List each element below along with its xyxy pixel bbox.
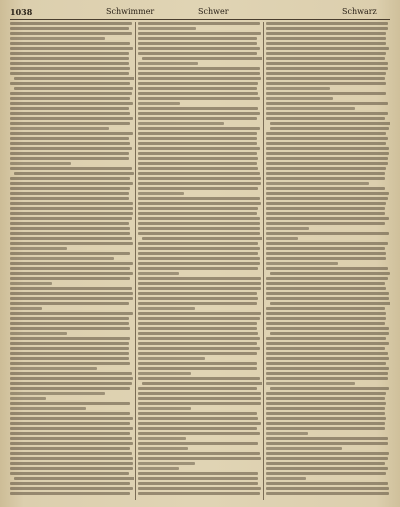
text-line bbox=[10, 402, 130, 405]
text-line bbox=[10, 272, 133, 275]
text-line bbox=[14, 477, 134, 480]
text-line bbox=[266, 417, 386, 420]
text-line bbox=[10, 437, 132, 440]
text-line bbox=[10, 217, 132, 220]
text-line bbox=[10, 117, 133, 120]
text-line bbox=[10, 382, 132, 385]
text-line bbox=[138, 247, 260, 250]
text-line bbox=[10, 427, 133, 430]
text-line bbox=[138, 87, 257, 90]
text-line bbox=[10, 377, 133, 380]
text-line bbox=[138, 302, 257, 305]
text-line bbox=[266, 62, 388, 65]
text-line bbox=[138, 282, 261, 285]
text-line bbox=[10, 247, 67, 250]
text-line bbox=[142, 382, 262, 385]
text-line bbox=[10, 152, 129, 155]
text-line bbox=[10, 52, 129, 55]
text-line bbox=[138, 447, 188, 450]
text-line bbox=[138, 387, 257, 390]
text-line bbox=[138, 82, 258, 85]
text-line bbox=[10, 147, 132, 150]
text-line bbox=[14, 172, 134, 175]
text-line bbox=[138, 97, 260, 100]
text-line bbox=[138, 337, 260, 340]
text-line bbox=[10, 57, 129, 60]
text-line bbox=[266, 57, 385, 60]
text-line bbox=[266, 452, 389, 455]
text-line bbox=[138, 22, 260, 25]
text-line bbox=[10, 227, 130, 230]
text-line bbox=[10, 242, 133, 245]
text-line bbox=[266, 377, 388, 380]
text-line bbox=[14, 87, 133, 90]
text-line bbox=[266, 182, 369, 185]
text-line bbox=[10, 407, 86, 410]
text-line bbox=[10, 262, 133, 265]
text-line bbox=[10, 482, 130, 485]
text-line bbox=[266, 317, 386, 320]
text-line bbox=[138, 367, 257, 370]
running-headword-center: Schwer bbox=[198, 7, 229, 16]
text-line bbox=[10, 417, 133, 420]
text-line bbox=[138, 327, 257, 330]
text-line bbox=[266, 162, 388, 165]
text-line bbox=[266, 117, 385, 120]
text-line bbox=[10, 92, 132, 95]
text-line bbox=[138, 257, 260, 260]
text-line bbox=[10, 362, 130, 365]
text-line bbox=[266, 67, 388, 70]
text-line bbox=[10, 472, 129, 475]
text-line bbox=[266, 32, 386, 35]
text-line bbox=[10, 162, 71, 165]
text-line bbox=[10, 487, 133, 490]
text-line bbox=[270, 122, 390, 125]
text-line bbox=[266, 257, 386, 260]
text-line bbox=[266, 202, 386, 205]
text-line bbox=[138, 32, 261, 35]
text-line bbox=[266, 357, 389, 360]
text-line bbox=[266, 207, 385, 210]
text-line bbox=[10, 82, 130, 85]
text-line bbox=[138, 252, 258, 255]
text-line bbox=[10, 302, 129, 305]
text-line bbox=[138, 297, 258, 300]
text-line bbox=[138, 407, 191, 410]
text-line bbox=[10, 422, 130, 425]
text-line bbox=[266, 177, 385, 180]
text-line bbox=[266, 72, 386, 75]
text-line bbox=[266, 92, 386, 95]
text-line bbox=[266, 147, 389, 150]
text-line bbox=[10, 467, 133, 470]
text-line bbox=[138, 277, 261, 280]
text-line bbox=[270, 332, 389, 335]
text-line bbox=[138, 437, 186, 440]
text-line bbox=[138, 267, 258, 270]
column-divider bbox=[263, 22, 264, 500]
text-column-3 bbox=[266, 22, 390, 500]
text-line bbox=[266, 472, 386, 475]
text-line bbox=[266, 212, 385, 215]
text-line bbox=[10, 132, 133, 135]
running-headword-left: Schwimmer bbox=[106, 7, 155, 16]
text-line bbox=[10, 97, 130, 100]
text-line bbox=[10, 352, 129, 355]
text-line bbox=[138, 137, 257, 140]
text-line bbox=[14, 77, 134, 80]
text-line bbox=[266, 47, 389, 50]
text-line bbox=[138, 202, 261, 205]
text-line bbox=[138, 182, 261, 185]
text-line bbox=[138, 272, 179, 275]
text-line bbox=[266, 97, 333, 100]
text-line bbox=[266, 232, 389, 235]
text-line bbox=[10, 317, 129, 320]
text-line bbox=[138, 457, 261, 460]
text-line bbox=[10, 72, 129, 75]
text-line bbox=[138, 362, 257, 365]
text-line bbox=[266, 322, 385, 325]
text-line bbox=[266, 442, 388, 445]
text-line bbox=[10, 197, 129, 200]
text-line bbox=[266, 422, 385, 425]
text-line bbox=[10, 282, 52, 285]
text-line bbox=[138, 192, 184, 195]
text-line bbox=[10, 107, 129, 110]
text-line bbox=[266, 337, 386, 340]
text-line bbox=[138, 147, 260, 150]
text-line bbox=[138, 117, 257, 120]
text-line bbox=[138, 477, 258, 480]
text-line bbox=[266, 112, 388, 115]
text-line bbox=[142, 237, 262, 240]
text-line bbox=[138, 392, 261, 395]
text-line bbox=[10, 182, 133, 185]
text-column-1 bbox=[10, 22, 134, 500]
text-line bbox=[10, 297, 133, 300]
text-line bbox=[10, 357, 129, 360]
text-line bbox=[266, 402, 386, 405]
text-line bbox=[10, 267, 130, 270]
page-number: 1038 bbox=[10, 7, 33, 17]
text-line bbox=[138, 317, 260, 320]
text-line bbox=[138, 452, 260, 455]
text-line bbox=[138, 427, 257, 430]
text-line bbox=[266, 432, 308, 435]
text-line bbox=[138, 142, 257, 145]
text-column-2 bbox=[138, 22, 262, 500]
text-line bbox=[10, 252, 130, 255]
text-line bbox=[270, 302, 390, 305]
text-line bbox=[266, 242, 388, 245]
text-line bbox=[138, 482, 258, 485]
text-line bbox=[138, 52, 257, 55]
text-line bbox=[266, 82, 386, 85]
text-line bbox=[266, 292, 389, 295]
text-line bbox=[138, 462, 195, 465]
text-line bbox=[266, 352, 388, 355]
text-line bbox=[10, 177, 130, 180]
text-line bbox=[266, 487, 389, 490]
text-line bbox=[138, 132, 257, 135]
text-line bbox=[138, 377, 260, 380]
text-line bbox=[10, 412, 130, 415]
text-line bbox=[266, 42, 386, 45]
text-line bbox=[266, 362, 386, 365]
text-line bbox=[138, 162, 257, 165]
text-line bbox=[10, 347, 129, 350]
text-line bbox=[10, 447, 130, 450]
text-line bbox=[266, 407, 385, 410]
text-line bbox=[138, 167, 258, 170]
text-line bbox=[266, 132, 386, 135]
text-line bbox=[10, 27, 129, 30]
text-line bbox=[138, 242, 258, 245]
text-line bbox=[10, 122, 130, 125]
text-line bbox=[270, 387, 389, 390]
text-line bbox=[266, 237, 298, 240]
text-line bbox=[266, 467, 388, 470]
text-line bbox=[10, 222, 129, 225]
text-line bbox=[138, 222, 260, 225]
text-line bbox=[266, 277, 388, 280]
text-line bbox=[270, 127, 389, 130]
text-line bbox=[138, 212, 257, 215]
text-line bbox=[10, 102, 133, 105]
text-line bbox=[138, 312, 261, 315]
text-line bbox=[266, 347, 385, 350]
text-line bbox=[10, 277, 130, 280]
text-line bbox=[10, 62, 129, 65]
text-line bbox=[138, 467, 179, 470]
text-line bbox=[138, 67, 260, 70]
text-line bbox=[266, 227, 309, 230]
text-line bbox=[138, 332, 258, 335]
running-headword-right: Schwarz bbox=[342, 7, 377, 16]
text-line bbox=[138, 402, 261, 405]
text-line bbox=[270, 272, 390, 275]
text-line bbox=[10, 307, 42, 310]
text-line bbox=[10, 47, 133, 50]
text-line bbox=[266, 222, 385, 225]
text-line bbox=[138, 417, 258, 420]
text-line bbox=[138, 177, 261, 180]
text-line bbox=[138, 487, 261, 490]
text-line bbox=[138, 112, 260, 115]
text-line bbox=[10, 392, 105, 395]
text-line bbox=[138, 107, 258, 110]
text-line bbox=[138, 122, 224, 125]
text-line bbox=[10, 257, 114, 260]
text-line bbox=[10, 112, 130, 115]
text-line bbox=[10, 397, 46, 400]
text-line bbox=[138, 77, 261, 80]
text-line bbox=[10, 142, 130, 145]
text-line bbox=[10, 42, 130, 45]
text-line bbox=[138, 197, 260, 200]
text-line bbox=[266, 412, 385, 415]
text-line bbox=[138, 342, 257, 345]
text-line bbox=[266, 37, 386, 40]
text-line bbox=[266, 397, 385, 400]
text-line bbox=[266, 167, 386, 170]
text-line bbox=[266, 267, 388, 270]
text-line bbox=[138, 62, 198, 65]
text-line bbox=[266, 107, 355, 110]
text-line bbox=[138, 262, 260, 265]
text-line bbox=[266, 52, 386, 55]
text-line bbox=[266, 427, 385, 430]
text-line bbox=[266, 297, 389, 300]
text-line bbox=[10, 462, 133, 465]
text-line bbox=[10, 232, 130, 235]
header-rule bbox=[10, 19, 390, 20]
text-line bbox=[266, 77, 385, 80]
text-line bbox=[266, 137, 388, 140]
text-line bbox=[10, 127, 109, 130]
text-line bbox=[266, 142, 386, 145]
text-line bbox=[10, 332, 67, 335]
text-line bbox=[10, 452, 132, 455]
text-line bbox=[266, 87, 330, 90]
text-line bbox=[10, 327, 130, 330]
text-line bbox=[10, 202, 133, 205]
text-line bbox=[266, 312, 386, 315]
text-line bbox=[138, 412, 257, 415]
text-line bbox=[138, 372, 191, 375]
text-line bbox=[266, 187, 385, 190]
text-line bbox=[138, 397, 261, 400]
text-line bbox=[10, 372, 132, 375]
text-line bbox=[138, 37, 257, 40]
text-line bbox=[10, 167, 132, 170]
text-line bbox=[138, 347, 260, 350]
text-line bbox=[266, 382, 355, 385]
text-line bbox=[138, 92, 258, 95]
text-line bbox=[266, 262, 338, 265]
text-line bbox=[138, 307, 195, 310]
text-line bbox=[10, 287, 132, 290]
text-line bbox=[142, 57, 262, 60]
text-line bbox=[266, 342, 389, 345]
text-line bbox=[138, 492, 260, 495]
text-line bbox=[266, 437, 388, 440]
text-line bbox=[266, 197, 388, 200]
text-line bbox=[10, 137, 129, 140]
text-line bbox=[138, 432, 260, 435]
text-line bbox=[266, 462, 385, 465]
text-line bbox=[138, 127, 260, 130]
text-line bbox=[10, 32, 132, 35]
text-line bbox=[138, 207, 258, 210]
text-line bbox=[266, 172, 385, 175]
text-line bbox=[138, 157, 258, 160]
text-line bbox=[10, 37, 105, 40]
text-line bbox=[138, 42, 257, 45]
text-line bbox=[10, 367, 97, 370]
text-line bbox=[10, 237, 132, 240]
text-line bbox=[266, 282, 385, 285]
text-line bbox=[138, 217, 260, 220]
text-line bbox=[138, 292, 257, 295]
text-line bbox=[138, 232, 260, 235]
text-line bbox=[266, 327, 389, 330]
text-line bbox=[138, 287, 261, 290]
text-line bbox=[266, 217, 389, 220]
text-line bbox=[10, 492, 130, 495]
text-line bbox=[10, 312, 133, 315]
text-line bbox=[10, 322, 129, 325]
text-line bbox=[10, 457, 133, 460]
text-line bbox=[138, 72, 260, 75]
text-line bbox=[266, 152, 389, 155]
text-line bbox=[10, 192, 129, 195]
text-line bbox=[266, 157, 388, 160]
text-line bbox=[138, 442, 258, 445]
text-line bbox=[266, 492, 389, 495]
text-line bbox=[138, 472, 258, 475]
text-line bbox=[138, 27, 196, 30]
text-line bbox=[266, 22, 388, 25]
text-line bbox=[138, 357, 205, 360]
text-line bbox=[10, 187, 130, 190]
text-line bbox=[10, 432, 130, 435]
text-line bbox=[266, 457, 388, 460]
text-line bbox=[10, 212, 133, 215]
text-line bbox=[266, 27, 388, 30]
text-line bbox=[138, 47, 260, 50]
text-line bbox=[138, 322, 257, 325]
text-line bbox=[10, 67, 130, 70]
text-line bbox=[10, 207, 133, 210]
text-line bbox=[10, 442, 133, 445]
text-line bbox=[266, 252, 386, 255]
text-line bbox=[10, 342, 129, 345]
text-line bbox=[266, 482, 388, 485]
text-line bbox=[266, 392, 386, 395]
text-line bbox=[10, 22, 132, 25]
text-line bbox=[138, 172, 260, 175]
text-line bbox=[138, 352, 257, 355]
page-header bbox=[10, 6, 390, 18]
text-line bbox=[10, 292, 133, 295]
text-line bbox=[266, 372, 388, 375]
text-line bbox=[266, 247, 385, 250]
column-divider bbox=[135, 22, 136, 500]
text-line bbox=[266, 477, 306, 480]
text-line bbox=[138, 152, 257, 155]
text-line bbox=[266, 192, 389, 195]
text-line bbox=[266, 447, 342, 450]
text-line bbox=[138, 422, 261, 425]
text-line bbox=[138, 187, 258, 190]
text-line bbox=[10, 337, 130, 340]
text-line bbox=[10, 157, 129, 160]
text-line bbox=[266, 307, 385, 310]
text-line bbox=[266, 367, 389, 370]
text-line bbox=[266, 287, 386, 290]
text-line bbox=[266, 102, 388, 105]
text-line bbox=[138, 227, 260, 230]
text-line bbox=[10, 387, 130, 390]
text-line bbox=[138, 102, 180, 105]
